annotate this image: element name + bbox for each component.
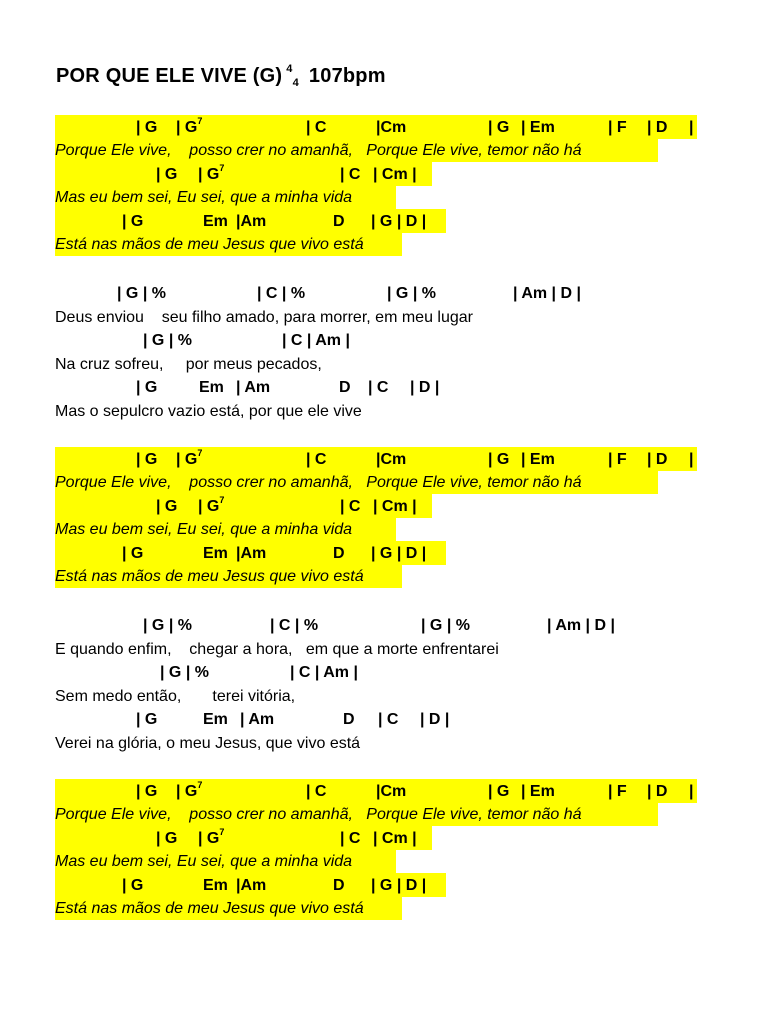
chord: | $G^7$	[198, 495, 225, 515]
chord: | G | %	[421, 617, 470, 634]
chord: | C	[340, 830, 361, 847]
chord: | C	[340, 166, 361, 183]
chord: Em	[203, 877, 228, 894]
chord: | Em	[521, 451, 555, 468]
lyric-line: Sem medo então, terei vitória,	[55, 688, 296, 705]
chord: | G | %	[160, 664, 209, 681]
lyric-line: Porque Ele vive, posso crer no amanhã, Porque Ele vive, temor não há	[55, 806, 582, 823]
chord: | G	[122, 545, 144, 562]
chord: |Am	[236, 877, 267, 894]
lyric-line: Mas o sepulcro vazio está, por que ele vive	[55, 403, 362, 420]
song-title	[56, 63, 386, 89]
chord-line	[0, 116, 694, 139]
chord: | Am	[240, 711, 275, 728]
chord: |Cm	[376, 783, 407, 800]
chord: | G	[156, 498, 178, 515]
chord-line	[0, 448, 694, 471]
chord: | G | %	[117, 285, 166, 302]
chord: | G | D |	[371, 213, 427, 230]
chord: | $G^7$	[176, 448, 203, 468]
chord: | G	[136, 451, 158, 468]
chord: D	[333, 545, 345, 562]
chord: | C	[368, 379, 389, 396]
lyric-line: E quando enfim, chegar a hora, em que a morte enfrentarei	[55, 641, 499, 658]
chord: |Cm	[376, 119, 407, 136]
chord: | Am	[236, 379, 271, 396]
time-signature-bottom: 4	[292, 77, 299, 89]
chord-line	[0, 874, 427, 897]
chord-line	[0, 780, 694, 803]
chord: Em	[203, 711, 228, 728]
chord: | Am | D |	[547, 617, 615, 634]
chord: | C	[306, 783, 327, 800]
chord-line	[0, 661, 358, 684]
chord: |	[689, 451, 694, 468]
chord: |	[689, 783, 694, 800]
chord: | G | %	[387, 285, 436, 302]
chord: | Cm |	[373, 166, 417, 183]
chord: |	[689, 119, 694, 136]
chord: | Em	[521, 783, 555, 800]
chord: | Cm |	[373, 498, 417, 515]
chord: | G	[488, 783, 510, 800]
chord: | D |	[420, 711, 450, 728]
song-title-text: POR QUE ELE VIVE (G)	[56, 65, 283, 87]
lyric-line: Mas eu bem sei, Eu sei, que a minha vida	[55, 853, 353, 870]
chord: | $G^7$	[176, 116, 203, 136]
chord: | F	[608, 783, 627, 800]
chord: | Cm |	[373, 830, 417, 847]
lyric-line: Porque Ele vive, posso crer no amanhã, Porque Ele vive, temor não há	[55, 142, 582, 159]
chord: | $G^7$	[198, 827, 225, 847]
chord: | G | D |	[371, 545, 427, 562]
chord: | G	[156, 166, 178, 183]
chord: D	[333, 213, 345, 230]
chord: | F	[608, 119, 627, 136]
chord: Em	[203, 545, 228, 562]
chord: | G	[136, 119, 158, 136]
chord: | Em	[521, 119, 555, 136]
chord: | C | Am |	[290, 664, 358, 681]
chord: | C | Am |	[282, 332, 350, 349]
chord: | G | D |	[371, 877, 427, 894]
chord: |Cm	[376, 451, 407, 468]
lyric-line: Está nas mãos de meu Jesus que vivo está	[55, 900, 364, 917]
chord-line	[0, 163, 417, 186]
chord: D	[339, 379, 351, 396]
chord: | G | %	[143, 617, 192, 634]
tempo: 107bpm	[308, 65, 386, 87]
chord: | $G^7$	[198, 163, 225, 183]
chord: |Am	[236, 545, 267, 562]
chord: | G	[136, 783, 158, 800]
chord: | G	[122, 877, 144, 894]
lyric-line: Deus enviou seu filho amado, para morrer, em meu lugar	[55, 309, 473, 326]
chord: Em	[199, 379, 224, 396]
lyric-line: Verei na glória, o meu Jesus, que vivo está	[55, 735, 361, 752]
chord: | G | %	[143, 332, 192, 349]
chord-line	[0, 282, 581, 305]
chord: | F	[608, 451, 627, 468]
chord-line	[0, 708, 450, 731]
chord: | D	[647, 451, 668, 468]
chord: | G	[488, 451, 510, 468]
chord: | C	[340, 498, 361, 515]
chord: | $G^7$	[176, 780, 203, 800]
chord: | D	[647, 783, 668, 800]
chord: |Am	[236, 213, 267, 230]
chord-line	[0, 542, 427, 565]
chord: | G	[156, 830, 178, 847]
lyric-line: Mas eu bem sei, Eu sei, que a minha vida	[55, 189, 353, 206]
chord: | G	[488, 119, 510, 136]
time-signature-top: 4	[286, 63, 293, 75]
chord: Em	[203, 213, 228, 230]
chord: D	[343, 711, 355, 728]
chord: | Am | D |	[513, 285, 581, 302]
lyric-line: Mas eu bem sei, Eu sei, que a minha vida	[55, 521, 353, 538]
chord: D	[333, 877, 345, 894]
chord: | D |	[410, 379, 440, 396]
lyric-line: Porque Ele vive, posso crer no amanhã, Porque Ele vive, temor não há	[55, 474, 582, 491]
chord-line	[0, 329, 350, 352]
chord: | G	[122, 213, 144, 230]
chord-line	[0, 495, 417, 518]
chord: | G	[136, 379, 158, 396]
chord-line	[0, 614, 615, 637]
chord: | C | %	[257, 285, 306, 302]
chord: | C	[306, 119, 327, 136]
lyric-line: Na cruz sofreu, por meus pecados,	[55, 356, 322, 373]
lyric-line: Está nas mãos de meu Jesus que vivo está	[55, 568, 364, 585]
chord: | D	[647, 119, 668, 136]
chord-line	[0, 376, 440, 399]
chord-line	[0, 210, 427, 233]
chord: | C	[306, 451, 327, 468]
lyric-line: Está nas mãos de meu Jesus que vivo está	[55, 236, 364, 253]
chord: | C	[378, 711, 399, 728]
chord: | C | %	[270, 617, 319, 634]
chord: | G	[136, 711, 158, 728]
chord-line	[0, 827, 417, 850]
